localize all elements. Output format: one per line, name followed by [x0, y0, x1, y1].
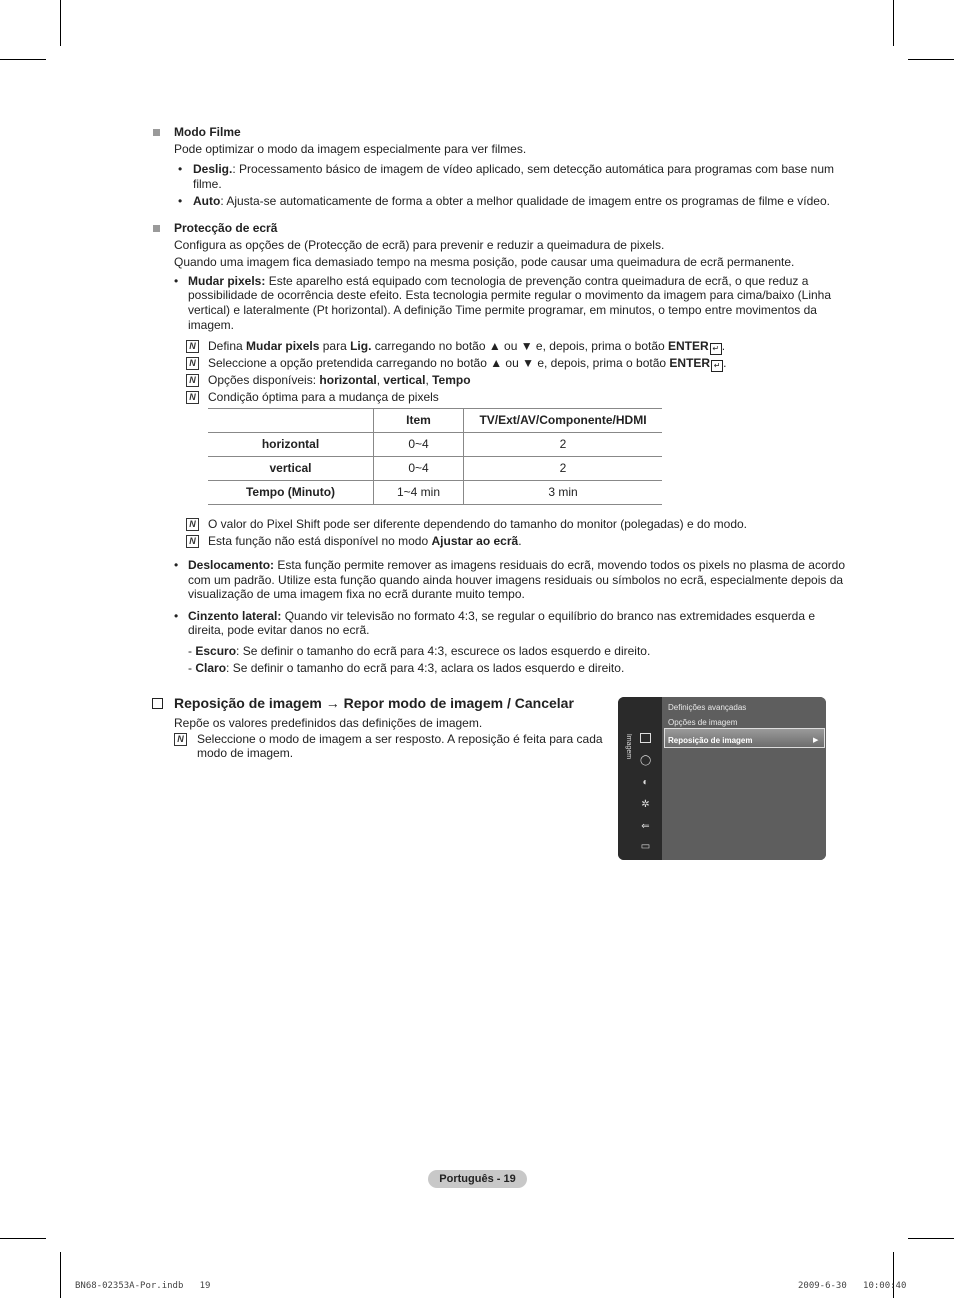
text: Lig. [350, 339, 372, 353]
mudar-line-3: vertical) e lateralmente (Pt horizontal). A definição Time permite programar, em minutos, o tempo entre movimentos da [188, 303, 817, 317]
desloc-line-3: visualização de uma imagem fixa no ecrã durante muito tempo. [188, 587, 525, 601]
table-cell: 2 [464, 457, 663, 481]
claro-line: - Claro: Se definir o tamanho do ecrã para 4:3, aclara os lados esquerdo e direito. [188, 661, 625, 675]
crop-mark [893, 0, 894, 46]
note-icon: N [174, 733, 187, 746]
picture-icon [640, 733, 651, 743]
menu-arrow-icon: ▶ [813, 737, 819, 744]
cinz-line-2: direita, pode evitar danos no ecrã. [188, 623, 370, 637]
text: : Se definir o tamanho do ecrã para 4:3, aclara os lados esquerdo e direito. [226, 661, 625, 675]
pixel-shift-table [208, 408, 662, 505]
enter-icon: ↵ [710, 343, 722, 355]
table-cell: 0~4 [374, 457, 464, 481]
page-number-badge: Português - 19 [428, 1170, 527, 1188]
crop-mark [908, 59, 954, 60]
note-nao-disponivel [208, 534, 522, 549]
text: . [518, 534, 522, 548]
crop-mark [60, 1252, 61, 1298]
auto-text: : Ajusta-se automaticamente de forma a obter a melhor qualidade de imagem entre os programas de filme e vídeo. [220, 194, 830, 208]
note-icon: N [186, 340, 199, 353]
enter-icon: ↵ [711, 360, 723, 372]
text: Seleccione a opção pretendida carregando no botão ▲ ou ▼ e, depois, prima o botão [208, 356, 670, 370]
text: horizontal [319, 373, 377, 387]
deslig-label: Deslig. [193, 162, 233, 176]
tv-menu-screenshot [618, 697, 826, 860]
channel-icon: ◐ [642, 777, 649, 788]
cinz-line-1 [188, 609, 815, 624]
crop-mark [0, 59, 46, 60]
text: Defina [208, 339, 247, 353]
note-icon: N [186, 374, 199, 387]
note-defina: Defina Mudar pixels para Lig. carregando no botão ▲ ou ▼ e, depois, prima o botão ENTER ↵ . [208, 339, 726, 353]
proteccao-desc-1: Configura as opções de (Protecção de ecrã) para prevenir e reduzir a queimadura de pixels. [174, 238, 665, 252]
deslig-text-cont: filme. [193, 177, 222, 191]
reposicao-note-2: modo de imagem. [197, 746, 294, 760]
table-row [208, 433, 662, 457]
bullet-dot: • [178, 194, 183, 208]
note-opcoes [208, 373, 471, 388]
sound-icon: ◯ [640, 755, 652, 766]
text: Ajustar ao ecrã [431, 534, 519, 548]
mudar-line-4: imagem. [188, 318, 235, 332]
support-icon: ▭ [640, 841, 651, 852]
text: Opções disponíveis: [208, 373, 320, 387]
text: carregando no botão ▲ ou ▼ e, depois, prima o botão [371, 339, 669, 353]
table-cell: horizontal [208, 433, 374, 457]
table-row [208, 457, 662, 481]
table-header: Item [374, 409, 464, 433]
deslig-line [193, 162, 834, 177]
reposicao-desc: Repõe os valores predefinidos das definições de imagem. [174, 716, 483, 730]
auto-label: Auto [193, 194, 221, 208]
menu-item-selected: Reposição de imagem [668, 736, 753, 745]
text: ENTER [669, 356, 711, 370]
desloc-label: Deslocamento: [188, 558, 275, 572]
note-icon: N [186, 518, 199, 531]
crop-mark [60, 0, 61, 46]
bullet-dot: • [174, 609, 179, 623]
table-header [208, 409, 374, 433]
escuro-label: Escuro [195, 644, 237, 658]
cinz-label: Cinzento lateral: [188, 609, 282, 623]
crop-mark [0, 1238, 46, 1239]
text: , [425, 373, 433, 387]
text: ENTER [668, 339, 709, 353]
note-seleccione: Seleccione a opção pretendida carregando no botão ▲ ou ▼ e, depois, prima o botão ENTER ↵ . [208, 356, 727, 370]
mudar-line-2: possibilidade de ocorrência deste efeito. Esta tecnologia permite regular o movimento da imagem para cima/baixo (Linha [188, 288, 832, 302]
text: vertical [383, 373, 426, 387]
table-cell: 0~4 [374, 433, 464, 457]
text: Quando vir televisão no formato 4:3, se regular o equilíbrio do branco nas extremidades esquerda e [281, 609, 816, 623]
text: Esta função permite remover as imagens residuais do ecrã, movendo todos os pixels no plasma de acordo [274, 558, 845, 572]
table-cell: 2 [464, 433, 663, 457]
section-heading-reposicao: Reposição de imagem → Repor modo de imagem / Cancelar [174, 695, 574, 711]
bullet-dot: • [174, 558, 179, 572]
note-icon: N [186, 391, 199, 404]
deslig-text: : Processamento básico de imagem de vídeo aplicado, sem detecção automática para programas com base num [232, 162, 835, 176]
input-icon: ⇐ [641, 821, 650, 832]
print-file-label: BN68-02353A-Por.indb 19 [75, 1281, 211, 1291]
table-header: TV/Ext/AV/Componente/HDMI [464, 409, 663, 433]
auto-line [193, 194, 830, 209]
desloc-line-1 [188, 558, 845, 573]
note-condicao: Condição óptima para a mudança de pixels [208, 390, 439, 404]
menu-item: Opções de imagem [668, 718, 738, 727]
text: , [376, 373, 384, 387]
crop-mark [908, 1238, 954, 1239]
note-icon: N [186, 357, 199, 370]
section-title-modo-filme: Modo Filme [174, 125, 241, 139]
claro-label: Claro [195, 661, 227, 675]
table-cell: vertical [208, 457, 374, 481]
desloc-line-2: com um padrão. Utilize esta função quando ainda houver imagens residuais ou símbolos no ecrã, especialmente depois da [188, 573, 844, 587]
bullet-dot: • [174, 274, 179, 288]
mudar-line-1 [188, 274, 808, 289]
print-date-label: 2009-6-30 10:00:40 [798, 1281, 907, 1291]
gear-icon: ✲ [641, 799, 650, 810]
text: : Se definir o tamanho do ecrã para 4:3, escurece os lados esquerdo e direito. [236, 644, 651, 658]
reposicao-note-1: Seleccione o modo de imagem a ser resposto. A reposição é feita para cada [197, 732, 603, 746]
escuro-line: - Escuro: Se definir o tamanho do ecrã para 4:3, escurece os lados esquerdo e direito. [188, 644, 651, 658]
text: Mudar pixels [246, 339, 320, 353]
mudar-label: Mudar pixels: [188, 274, 266, 288]
table-row [208, 481, 662, 505]
note-icon: N [186, 535, 199, 548]
text: Tempo [432, 373, 471, 387]
note-pixel-shift: O valor do Pixel Shift pode ser diferente dependendo do tamanho do monitor (polegadas) e do modo. [208, 517, 748, 531]
section-title-proteccao: Protecção de ecrã [174, 221, 278, 235]
modo-filme-desc: Pode optimizar o modo da imagem especialmente para ver filmes. [174, 142, 527, 156]
menu-item: Definições avançadas [668, 703, 747, 712]
table-cell: Tempo (Minuto) [208, 481, 374, 505]
table-cell: 3 min [464, 481, 663, 505]
table-cell: 1~4 min [374, 481, 464, 505]
mudar-text-1: Este aparelho está equipado com tecnologia de prevenção contra queimadura de ecrã, o que reduz a [265, 274, 809, 288]
table-header-row [208, 409, 662, 433]
section-bullet [153, 225, 160, 232]
bullet-dot: • [178, 162, 183, 176]
proteccao-desc-2: Quando uma imagem fica demasiado tempo na mesma posição, pode causar uma queimadura de ecrã permanente. [174, 255, 795, 269]
text: Esta função não está disponível no modo [208, 534, 432, 548]
checkbox-icon [152, 698, 163, 709]
text: para [319, 339, 351, 353]
menu-side-label: Imagem [625, 733, 633, 760]
section-bullet [153, 129, 160, 136]
